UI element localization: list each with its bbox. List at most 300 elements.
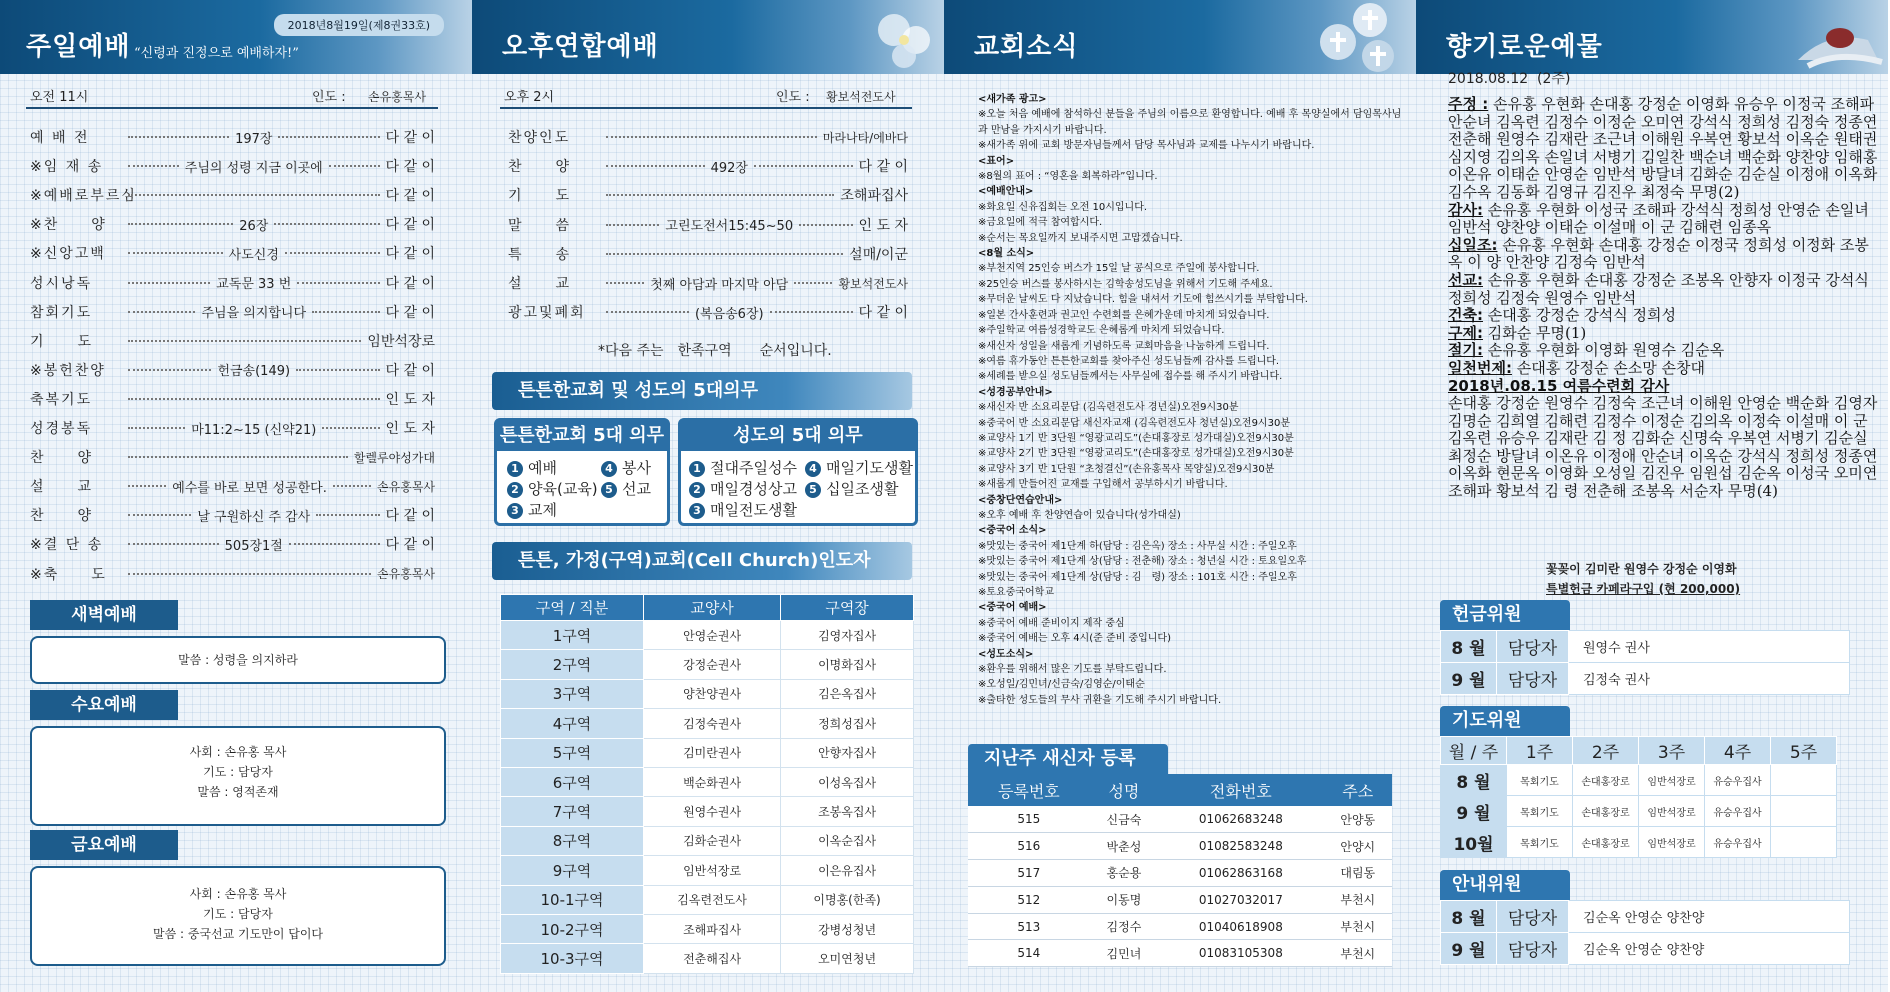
order-item-leader: 손유홍목사 [377,479,436,494]
month-cell: 8 월 [1441,901,1497,933]
cell-name: 6구역 [501,767,644,796]
wednesday-box [30,726,446,826]
notice-item: ※여름 휴가동안 튼튼한교회를 찾아주신 성도님들께 감사를 드립니다. [978,355,1280,367]
roster-label: 일천번제: [1448,358,1512,377]
newcomer-number: 517 [968,860,1090,887]
newcomer-name: 홍순용 [1090,860,1158,887]
sunday-divider [26,107,438,109]
flower-note: 꽃꽂이 김미란 원영수 강정순 이영화 [1546,562,1737,576]
panel-church-news [944,0,1416,992]
cell-name: 3구역 [501,679,644,708]
notice-item: ※중국어 예배는 오후 4시(준 준비 중입니다) [978,633,1171,645]
afternoon-leader-label: 인도 : [776,90,810,105]
news-banner [944,0,1416,74]
newcomer-number: 513 [968,913,1090,940]
table-row [1441,663,1850,695]
newcomer-address: 안양시 [1324,833,1393,860]
notice-item: ※맛있는 중국어 제1단계 상(담당 : 김 령) 장소 : 101호 시간 : 주일오후 [978,571,1297,583]
friday-line: 사회 : 손유홍 목사 [189,887,287,901]
cell-teacher: 전춘해집사 [644,944,781,973]
table-row [501,738,914,767]
newcomer-table [968,774,1392,967]
order-item-leader: 다 같 이 [858,159,909,176]
order-item-name: 말 씀 [508,217,572,234]
cell-leader: 김영자집사 [781,621,914,650]
order-item-content: 날 구원하신 주 감사 [197,509,311,525]
order-item-leader: 다 같 이 [385,130,436,146]
newcomer-address: 안양동 [1324,806,1393,833]
cell-teacher: 백순화권사 [644,767,781,796]
order-item-leader: 다 같 이 [385,159,435,176]
news-title: 교회소식 [974,32,1079,62]
wednesday-line: 말씀 : 영적존재 [197,785,279,799]
dawn-line: 말씀 : 성령을 의지하라 [178,653,298,667]
assignee-cell: 원영수 권사 [1569,631,1850,663]
order-item-content: 주님을 의지합니다 [201,306,307,322]
table-row [1441,827,1837,858]
member-duty-item: 4 매일기도생활 [805,457,913,478]
church-duty-title: 튼튼한교회 5대 의무 [497,421,667,451]
newcomer-name: 박춘성 [1090,833,1158,860]
table-row [968,886,1392,913]
notice-item: ※금요일에 적극 참여합시다. [978,217,1103,229]
order-item-leader: 인 도 자 [385,391,435,408]
order-item-content: 헌금송(149) [217,364,291,380]
member-duty-item: 5 십일조생활 [805,478,898,499]
special-offering-note: 특별헌금 카페라구입 (현 200,000) [1546,582,1741,596]
prayer-col-header: 3주 [1639,737,1705,765]
order-item-content: 26장 [239,218,269,234]
newcomer-phone: 01027032017 [1158,886,1323,913]
table-row [501,944,914,973]
cell-leader: 강병성청년 [781,914,914,943]
table-row [501,650,914,679]
prayer-assignee-cell: 임반석장로 [1639,796,1705,827]
newcomer-phone: 01083105308 [1158,940,1323,967]
roster-names: 김화순 무명(1) [1487,323,1587,342]
notice-item: ※오후 예배 후 찬양연습이 있습니다(성가대실) [978,509,1181,521]
table-row [1441,631,1850,663]
sunday-leader: 손유홍목사 [368,90,426,104]
notice-item: ※토요중국어학교 [978,587,1054,598]
order-item-name: 찬양인도 [508,130,571,146]
order-item-content: (복음송6장) [694,306,764,322]
sunday-order-row [30,446,435,468]
roster-label: 주정 : [1448,95,1489,113]
order-item-leader: 다 같 이 [385,188,435,205]
afternoon-order-row [508,272,908,294]
notice-item: ※화요일 신유집회는 오전 10시입니다. [978,201,1148,213]
notice-item: ※교양사 3기 반 1단원 “초청결신”(손유홍목사 목양실)오전9시30분 [978,463,1275,475]
table-row [501,914,914,943]
table-row [1441,796,1837,827]
roster-names: 손유홍 우현화 손대홍 강정순 조봉옥 안향자 이정국 강석식 정희성 김정숙 원영수 임반석 [1448,270,1869,307]
roster-label: 2018년.08.15 여름수련회 감사 [1448,376,1670,395]
order-item-name: 찬 양 [508,159,572,176]
notice-heading: <8월 소식> [978,248,1035,260]
table-row [501,826,914,855]
order-item-name: 예 배 전 [30,130,90,146]
notice-item: ※교양사 1기 반 3단원 “영광교리도”(손대홍장로 성가대실)오전9시30분 [978,432,1294,444]
cell-name: 9구역 [501,856,644,885]
cell-leader: 안향자집사 [781,738,914,767]
assignee-cell: 김정숙 권사 [1569,663,1850,695]
cell-leader: 이은유집사 [781,856,914,885]
order-item-name: 기 도 [30,333,94,350]
panel-sunday-worship [0,0,472,992]
order-item-content: 주님의 성령 지금 이곳에 [184,160,323,176]
notice-heading: <중국어 예배> [978,602,1047,614]
sunday-order-row [30,301,435,323]
cell-teacher: 조해파집사 [644,914,781,943]
sunday-order-row [30,388,435,410]
table-row [968,833,1392,860]
roster-names: 손대홍 강정순 원영수 김정숙 조근녀 이해원 안영순 백순화 김영자 김명순 김희열 김해련 김정수 이정순 김의옥 이정숙 이설매 이 군 김옥련 유승우 김재란 김 정 김화순 신명숙 우복연 서병기 김순실 최정순 방달녀 이온유 이정애 안순녀 이옥순 강석식 정희성 정종연 이옥화 현문옥 이영화 오성일 김진우 임원섭 김순옥 이성국 오미연 조해파 황보석 김 령 전춘해 조봉옥 서순자 무명(4) [1448,394,1878,501]
sunday-order-row [30,242,435,264]
table-row [968,913,1392,940]
cross-icon [1306,0,1416,74]
member-duty-item: 3 매일전도생활 [689,499,797,520]
notice-heading: <표어> [978,155,1015,167]
newcomer-address: 대림동 [1324,860,1393,887]
sunday-order-row [30,533,435,555]
order-item-name: ※찬 양 [30,217,107,234]
afternoon-order-row [508,301,908,323]
cell-name: 2구역 [501,650,644,679]
order-item-leader: 다 같 이 [385,217,435,234]
cell-leader: 김은옥집사 [781,679,914,708]
cell-leader: 정희성집사 [781,709,914,738]
roster-entry [1448,237,1878,272]
newcomer-header: 지난주 새신자 등록 [968,744,1168,774]
cell-leader-table [500,594,914,974]
cell-col-header: 교양사 [644,595,781,621]
friday-line: 기도 : 담당자 [203,907,273,921]
prayer-assignee-cell: 유승우집사 [1705,827,1771,858]
order-item-leader: 임반석장로 [367,333,435,350]
afternoon-order-row [508,184,908,206]
order-item-name: 찬 양 [30,450,94,467]
offering-committee-table [1440,630,1850,695]
order-item-leader: 설매/이군 [849,246,908,263]
prayer-col-header: 월 / 주 [1441,737,1507,765]
order-item-content: 고린도전서15:45~50 [665,219,794,235]
prayer-col-header: 2주 [1573,737,1639,765]
order-item-leader: 인 도 자 [385,421,436,437]
afternoon-leader: 황보석전도사 [826,90,896,104]
notice-item: ※8월의 표어 : “영혼을 회복하라”입니다. [978,171,1158,183]
order-item-name: 찬 양 [30,508,94,525]
offering-committee-header: 헌금위원 [1440,600,1570,630]
cell-leader: 이명화집사 [781,650,914,679]
cell-name: 10-2구역 [501,914,644,943]
order-item-name: 성시낭독 [30,275,93,292]
notice-item: ※25인승 버스를 봉사하시는 김학송성도님을 위해서 기도해 주세요. [978,278,1273,290]
order-item-leader: 다 같 이 [385,304,435,321]
notice-item: ※새롭게 만들어진 교재를 구입해서 공부하시기 바랍니다. [978,479,1228,491]
order-item-content: 예수를 바로 보면 성공한다. [172,480,327,496]
cell-col-header: 구역장 [781,595,914,621]
prayer-col-header: 1주 [1507,737,1573,765]
role-cell: 담당자 [1497,631,1569,663]
sunday-order-row [30,184,435,206]
cell-teacher: 김정숙권사 [644,709,781,738]
wednesday-line: 기도 : 담당자 [203,765,273,779]
order-item-leader: 황보석전도사 [838,276,909,291]
cell-teacher: 김화순권사 [644,826,781,855]
afternoon-time: 오후 2시 [504,90,555,105]
order-item-leader: 다 같 이 [385,362,435,379]
church-duty-item: 5 선교 [601,478,651,499]
table-row [968,940,1392,967]
hands-icon [1778,0,1888,74]
afternoon-divider [500,107,912,109]
prayer-assignee-cell: 유승우집사 [1705,796,1771,827]
table-row [968,806,1392,833]
newcomer-number: 514 [968,940,1090,967]
order-item-name: 축복기도 [30,391,93,408]
month-cell: 9 월 [1441,663,1497,695]
cell-name: 10-3구역 [501,944,644,973]
table-row [501,767,914,796]
roster-entry [1448,96,1878,202]
cell-name: 7구역 [501,797,644,826]
newcomer-name: 이동명 [1090,886,1158,913]
newcomer-address: 부천시 [1324,886,1393,913]
notice-item: ※주일학교 여름성경학교도 은혜롭게 마치게 되었습니다. [978,325,1225,337]
newcomer-number: 512 [968,886,1090,913]
notice-item: ※일본 간사훈련과 권고인 수련회를 은혜가운데 마치게 되었습니다. [978,309,1270,321]
roster-entry [1448,378,1878,501]
table-row [1441,765,1837,796]
newcomer-phone: 01062863168 [1158,860,1323,887]
cell-name: 10-1구역 [501,885,644,914]
notice-item: ※순서는 목요일까지 보내주시면 고맙겠습니다. [978,232,1183,244]
newcomer-col-header: 등록번호 [968,774,1090,806]
notice-item: ※중국어 예배 준비이지 제작 중심 [978,617,1125,629]
newcomer-address: 부천시 [1324,940,1393,967]
notice-item: ※교양사 2기 반 3단원 “영광교리도”(손대홍장로 성가대실)오전9시30분 [978,448,1294,460]
church-duty-box [494,418,670,526]
order-item-name: ※봉헌찬양 [30,362,106,379]
month-cell: 9 월 [1441,933,1497,965]
offering-title: 향기로운예물 [1446,32,1603,62]
roster-entry [1448,202,1878,237]
sunday-time: 오전 11시 [30,90,89,105]
offering-date: 2018.08.12 (2주) [1448,71,1571,87]
order-item-leader: 조해파집사 [840,188,908,205]
afternoon-title: 오후연합예배 [502,32,659,62]
prayer-assignee-cell: 유승우집사 [1705,765,1771,796]
order-item-name: ※임 재 송 [30,159,104,176]
roster-label: 건축: [1448,306,1483,325]
cell-leader: 조봉옥집사 [781,797,914,826]
sunday-order-row [30,155,435,177]
notice-item: ※출타한 성도들의 무사 귀환을 기도해 주시기 바랍니다. [978,694,1222,706]
cell-teacher: 김미란권사 [644,738,781,767]
member-duty-item: 1 절대주일성수 [689,457,797,478]
offering-roster [1448,96,1878,501]
roster-names: 손대홍 강정순 손소망 손창대 [1516,358,1705,377]
table-row [1441,933,1850,965]
afternoon-order-row [508,243,908,265]
month-cell: 10월 [1441,827,1507,858]
cell-name: 4구역 [501,709,644,738]
order-item-leader: 다 같 이 [385,508,436,525]
roster-entry [1448,325,1878,343]
order-item-leader: 다 같 이 [858,305,909,322]
notice-item: ※맛있는 중국어 제1단계 상(담당 : 전춘해) 장소 : 청년실 시간 : 토요일오후 [978,556,1307,568]
church-duty-item: 3 교제 [507,499,557,520]
flower-icon [834,0,944,74]
cell-name: 5구역 [501,738,644,767]
roster-label: 십일조: [1448,235,1498,254]
order-item-name: 특 송 [508,246,572,263]
notice-heading: <중국어 소식> [978,525,1047,537]
newcomer-col-header: 성명 [1090,774,1158,806]
order-item-content: 첫째 아담과 마지막 아담 [650,277,789,293]
member-duty-title: 성도의 5대 의무 [681,421,915,451]
afternoon-order-row [508,214,908,236]
newcomer-name: 김민녀 [1090,940,1158,967]
roster-entry [1448,272,1878,307]
notice-item: ※세례를 받으실 성도님들께서는 사무실에 접수를 해 주시기 바랍니다. [978,371,1283,383]
order-item-leader: 다 같 이 [385,537,435,554]
friday-box [30,866,446,966]
sunday-order-row [30,475,435,497]
member-duty-item: 2 매일경성상고 [689,478,797,499]
table-row [501,885,914,914]
table-row [501,797,914,826]
order-item-name: ※예배로부르심 [30,188,137,205]
newcomer-number: 515 [968,806,1090,833]
panel-offerings [1416,0,1888,992]
member-duty-box [678,418,918,526]
prayer-assignee-cell: 손대홍장로 [1573,827,1639,858]
church-duty-item: 2 양육(교육) [507,478,598,499]
notice-item: ※새가족 위에 교회 방문자님들께서 담당 목사님과 교제를 나누시기 바랍니다. [978,140,1315,152]
prayer-assignee-cell [1771,827,1837,858]
cell-teacher: 안영순권사 [644,621,781,650]
newcomer-name: 신금숙 [1090,806,1158,833]
roster-names: 손유홍 우현화 손대홍 강정순 이영화 유승우 이정국 조해파 안순녀 김옥련 김정수 이정순 오미연 강석식 정희성 김정숙 정종연 전춘해 원영수 김재란 조근녀 이해원 우복연 황보석 이옥순 원태권 심지영 김의옥 손일녀 서병기 김일찬 백순녀 백순화 양찬양 임해홍 이온유 이태순 안영순 임반석 방달녀 김화순 김순실 이정애 이옥화 김수옥 김동화 김영규 김진우 최정숙 무명(2) [1448,95,1878,201]
wednesday-line: 사회 : 손유홍 목사 [189,745,287,759]
prayer-assignee-cell: 임반석장로 [1639,765,1705,796]
prayer-committee-table [1440,736,1837,858]
sunday-banner [0,0,472,74]
newcomer-col-header: 전화번호 [1158,774,1323,806]
table-row [1441,901,1850,933]
roster-label: 절기: [1448,341,1483,360]
notice-item: ※중국어 반 소요리문답 새신자교재 (김옥련전도사 청년실)오전9시30분 [978,417,1290,429]
roster-names: 손유홍 우현화 이성국 조해파 강석식 정희성 안영순 손일녀 임반석 양찬양 이태순 이설매 이 군 김해련 임종옥 [1448,200,1869,237]
cell-col-header: 구역 / 직분 [501,595,644,621]
sunday-order-row [30,126,435,148]
cell-teacher: 강정순권사 [644,650,781,679]
next-week-note: *다음 주는 한족구역 순서입니다. [598,343,832,359]
roster-label: 구제: [1448,323,1483,342]
offering-banner [1416,0,1888,74]
sunday-order-row [30,272,435,294]
notice-item: ※맛있는 중국어 제1단계 하(담당 : 김은옥) 장소 : 사무실 시간 : 주일오후 [978,540,1297,552]
notice-heading: <중창단연습안내> [978,494,1063,506]
month-cell: 8 월 [1441,765,1507,796]
newcomer-phone: 01082583248 [1158,833,1323,860]
news-notices [978,92,1402,708]
roster-label: 선교: [1448,270,1483,289]
sunday-order-row [30,330,435,352]
notice-heading: <예배안내> [978,186,1034,198]
order-item-leader: 다 같 이 [385,246,435,263]
guide-committee-table [1440,900,1850,965]
prayer-assignee-cell [1771,796,1837,827]
order-item-content: 마11:2~15 (신약21) [191,422,317,438]
order-item-content: 197장 [235,131,273,147]
afternoon-order-row [508,155,908,177]
table-row [501,856,914,885]
panel-afternoon-worship [472,0,944,992]
notice-item: ※무더운 날씨도 다 지났습니다. 힘을 내셔서 기도에 힘쓰시기를 부탁합니다. [978,294,1308,306]
sunday-title: 주일예배 [26,32,131,62]
prayer-assignee-cell: 손대홍장로 [1573,796,1639,827]
order-item-leader: 인 도 자 [858,217,908,234]
roster-label: 감사: [1448,200,1483,219]
role-cell: 담당자 [1497,901,1569,933]
notice-heading: <성경공부안내> [978,386,1053,398]
order-item-name: 광고및폐회 [508,305,586,322]
cell-name: 8구역 [501,826,644,855]
order-item-name: ※결 단 송 [30,537,104,554]
sunday-order-row [30,417,435,439]
table-row [501,621,914,650]
prayer-assignee-cell [1771,765,1837,796]
cell-teacher: 김옥련전도사 [644,885,781,914]
sunday-order-row [30,213,435,235]
order-item-leader: 할렐루야성가대 [353,450,435,465]
cell-teacher: 임반석장로 [644,856,781,885]
sunday-order-row [30,359,435,381]
sunday-order-row [30,563,435,585]
cell-leader: 이명홍(한족) [781,885,914,914]
table-row [501,709,914,738]
role-cell: 담당자 [1497,933,1569,965]
notice-item: ※새신자 성일을 새롭게 기념하도록 교회마음을 나눔하게 드립니다. [978,340,1270,352]
afternoon-banner [472,0,944,74]
order-item-content: 492장 [710,160,748,176]
month-cell: 9 월 [1441,796,1507,827]
order-item-content: 사도신경 [228,247,279,263]
order-item-name: 참회기도 [30,304,93,321]
notice-heading: <성도소식> [978,648,1034,660]
roster-names: 손유홍 우현화 손대홍 강정순 이정국 정희성 이정화 조봉옥 이 양 안찬양 김정숙 임반석 [1448,235,1869,272]
cell-leader: 이옥순집사 [781,826,914,855]
cell-teacher: 원영수권사 [644,797,781,826]
friday-tag: 금요예배 [30,830,178,860]
roster-names: 손대홍 강정순 강석식 정희성 [1487,306,1676,325]
prayer-col-header: 5주 [1771,737,1837,765]
duty-header: 튼튼한교회 및 성도의 5대의무 [492,372,912,410]
afternoon-order-row [508,126,908,148]
month-cell: 8 월 [1441,631,1497,663]
prayer-assignee-cell: 목회기도 [1507,796,1573,827]
newcomer-number: 516 [968,833,1090,860]
newcomer-name: 김정수 [1090,913,1158,940]
prayer-committee-header: 기도위원 [1440,706,1570,736]
roster-entry [1448,360,1878,378]
sunday-subtitle: “신령과 진정으로 예배하자!” [134,46,299,61]
order-item-name: 설 교 [508,276,572,292]
notice-item: ※부천지역 25인승 버스가 15일 날 공식으로 주일에 봉사합니다. [978,263,1260,275]
